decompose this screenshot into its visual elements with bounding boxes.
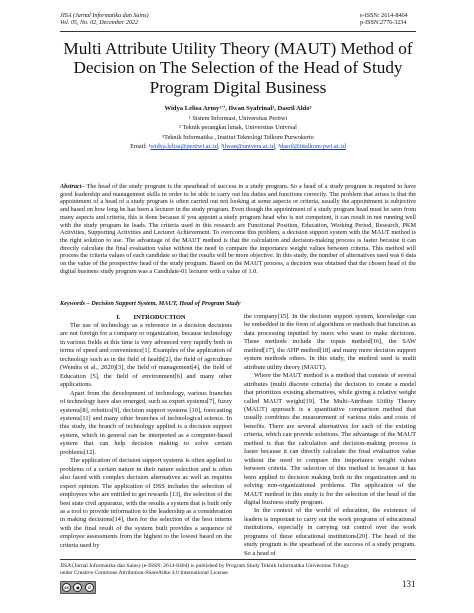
email-link-1[interactable]: widya.lelisa@pertiwi.ac.id xyxy=(150,142,218,150)
footer-line-2: under Creative Commons Attribution-ShareAlike 4.0 International License. xyxy=(60,570,230,576)
journal-name: JISA (Jurnal Informatika dan Sains) xyxy=(60,13,149,19)
footer-license xyxy=(60,563,420,577)
affiliation-1: ¹ Sistem Informasi, Universitas Pertiwi xyxy=(188,115,288,122)
right-column xyxy=(244,313,416,558)
sa-icon: ↺ xyxy=(85,583,94,592)
author-list: Widya Lelisa Army¹ʹ⁾, Ilwan Syafrinal², Dasril Aldo³ xyxy=(164,105,312,112)
right-paragraph-2: In the context of the world of education, the existence of leaders is important to carry out the work programs of educational institutions, especially in carrying out control over the work programs of these educational institutions[20]. The head of the study program is the spearhead of the success of a study program. So a head of xyxy=(244,507,416,557)
footer-divider xyxy=(60,559,416,560)
section-heading-introduction: I. INTRODUCTION xyxy=(116,314,186,321)
email-link-3[interactable]: dasril@ittelkom-pwt.ac.id xyxy=(279,142,346,150)
volume-info: Vol. 05, No. 02, December 2022 xyxy=(60,20,139,27)
journal-header-right xyxy=(360,13,455,28)
left-paragraph-1: The use of technology as a reference in a decision decisions are not foreign for a company or organization, because technology in various fields at this time is very advanced very rapidly both in terms of speed and convenience[1]. Examples of the application of technology such as in the field of health[2], the field of agriculture (Wendra et al., 2020)[3], the field of management[4], the field of Education [5], the field of environment[6] and many other applications. xyxy=(60,322,232,389)
pissn: p-ISSN:2776-3234 xyxy=(360,20,407,27)
left-paragraph-2: Apart from the development of technology, various branches of technology have also emerged, such as expert systems[7], fuzzy systems[8], robotics[9], decision support systems [10], forecasting systems[11] and many other branches of technological science. In this study, the branch of technology applied is a decision support system, which in general can be interpreted as a computer-based system that can help decision making to solve certain problems[12]. xyxy=(60,389,232,456)
email-line xyxy=(60,142,416,151)
by-icon: ● xyxy=(73,583,82,592)
cc-license-badge[interactable] xyxy=(60,581,96,594)
journal-header-left xyxy=(60,13,149,28)
affiliations xyxy=(60,114,416,151)
email-prefix: Email: ¹ xyxy=(130,142,151,150)
affiliation-3: ³Teknik Informatika , Institut Teknologi Telkom Purwokerto xyxy=(162,133,314,141)
email-separator-1: , ² xyxy=(217,142,223,150)
email-separator-2: , ³ xyxy=(274,142,280,150)
left-column xyxy=(60,313,232,550)
header-divider xyxy=(60,31,416,32)
abstract xyxy=(60,183,416,275)
footer-line-1: JISA (Jurnal Informatika dan Sains) (e-ISSN: 2614-8404) is published by Program Study Teknik Informatika Universitas Trilogy xyxy=(60,563,349,569)
cc-icon: cc xyxy=(62,583,71,592)
abstract-text: – The head of the study program is the spearhead of success in a study program. So a head of a study program is required to have good leadership and management skills in order to be able to carry out his duties and functions correctly. The problem that arises is that the appointment of a head of a study program is often carried out not looking at some aspects or criteria, usually the appointment is subjective and based on how long he has been a lecturer in the study program. Even though the appointment of a study program head must be seen from many aspects and criteria, this is done because if you appoint a study program head who is not competent, it can result in not running well with the study program he leads. The criteria used in this research are Functional Position, Education, Working Period, Research, PKM Activities, Supporting Activities and Lecturer Achievement. To overcome this problem, a decision support system with the MAUT method is the right solution to use. The advantage of the MAUT method is that the calculation and decision-making process is faster because it can directly calculate the final evaluation value without the need to compare the importance weight values between criteria. This method will process the criteria values of each candidate so that the results will be more objective. In this study, the number of alternatives used was 6 data on the value of the prospective head of the study program. Based on the MAUT process, a decision was obtained that the chosen head of the digital business study program was a Candidate-01 lecturer with a value of 1.0. xyxy=(60,183,416,275)
keywords: Keywords – Decision Support System, MAUT, Head of Program Study xyxy=(60,300,241,307)
eissn: e-ISSN: 2614-8404 xyxy=(360,13,408,19)
abstract-label: Abstract xyxy=(60,183,82,190)
paper-title: Multi Attribute Utility Theory (MAUT) Method of Decision on The Selection of the Head of Study Program Digital Business xyxy=(63,39,413,97)
right-paragraph-1: Where the MAUT method is a method that consists of several attributes (multi discrete criteria) the decision to create a model that prioritizes existing alternatives, while giving a relative weight called MAUT weight[19]. The Multi-Attribute Utility Theory (MAUT) approach is a quantitative comparison method that usually combines the measurement of various risks and costs of benefits. There are several alternatives for each of the existing criteria, which can provide solutions. The advantage of the MAUT method is that the calculation and decision-making process is faster because it can directly calculate the final evaluation value without the need to compare the importance weight values between criteria. The selection of this method is because it has been applied to decision making both in the organization and in solving non-organizational problems. The application of the MAUT method in this study is for the selection of the head of the digital business study program. xyxy=(244,372,416,506)
right-paragraph-continued: the company[15]. In the decision support system, knowledge can be embedded in the form of algorithms or methods that function as data processing inputted by users who want to make decisions. These methods include the topsis method[16], the SAW method[17], the AHP method[18] and many more decision support system methods others. In this study, the method used is multi attribute utility theory (MAUT). xyxy=(244,313,416,371)
page-number: 131 xyxy=(402,579,416,589)
email-link-2[interactable]: ilwan@univers.ac.id xyxy=(222,142,275,150)
left-paragraph-3: The application of decision support systems is often applied to problems of a certain nature in their nature selection and is often also faced with complex decision alternatives as well as requires expert opinion. The application of DSS includes the selection of employees who are entitled to get rewards [13], the selection of the best state civil apparatus, with the results a system that is built only as a tool to provide information to the leadership as a consideration in making decisions[14], then for the selection of the best interns with the final result of the system built provides a sequence of employee assessments from the highest to the lowest based on the criteria used by xyxy=(60,457,232,549)
affiliation-2: ² Teknik perangkat lunak, Universitas Univrsal xyxy=(179,124,297,132)
